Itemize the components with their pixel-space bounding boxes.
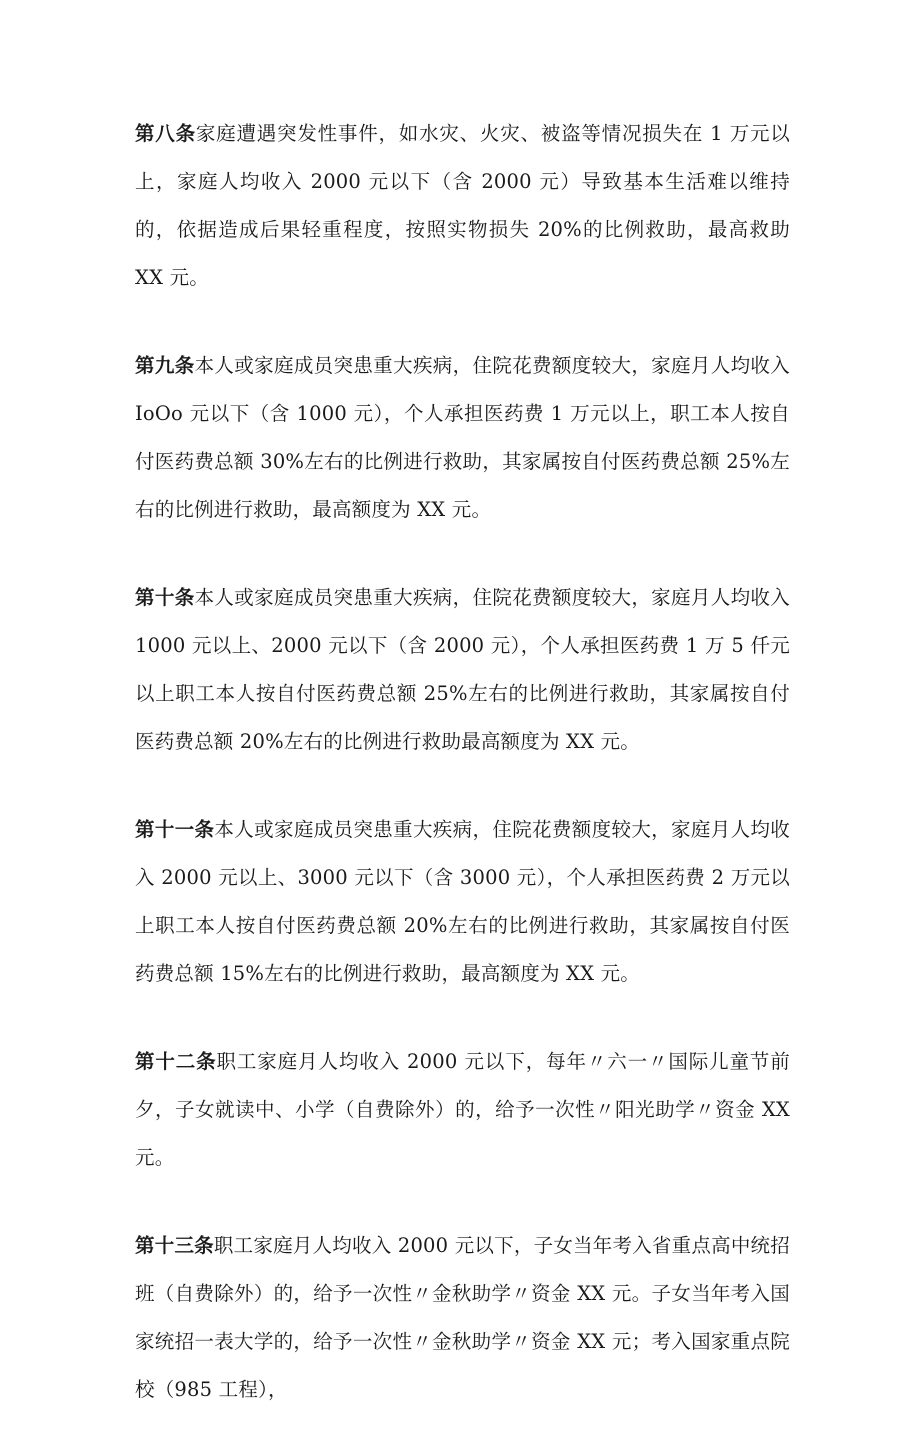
article-9 bbox=[135, 342, 790, 534]
article-heading: 第九条 bbox=[135, 354, 195, 377]
article-heading: 第十三条 bbox=[135, 1234, 214, 1257]
article-heading: 第十一条 bbox=[135, 818, 215, 841]
article-12 bbox=[135, 1038, 790, 1182]
article-text: 本人或家庭成员突患重大疾病，住院花费额度较大，家庭月人均收入 1000 元以上、2000 元以下（含 2000 元），个人承担医药费 1 万 5 仟元以上职工本人按自付医药费总额 25%左右的比例进行救助，其家属按自付医药费总额 20%左右的比例进行救助最高额度为 XX 元。 bbox=[135, 586, 790, 753]
article-11 bbox=[135, 806, 790, 998]
document-body bbox=[135, 110, 790, 1454]
article-13 bbox=[135, 1222, 790, 1414]
article-text: 家庭遭遇突发性事件，如水灾、火灾、被盗等情况损失在 1 万元以上，家庭人均收入 2000 元以下（含 2000 元）导致基本生活难以维持的，依据造成后果轻重程度，按照实物损失 20%的比例救助，最高救助 XX 元。 bbox=[135, 122, 790, 289]
article-text: 本人或家庭成员突患重大疾病，住院花费额度较大，家庭月人均收入 IoOo 元以下（含 1000 元），个人承担医药费 1 万元以上，职工本人按自付医药费总额 30%左右的比例进行救助，其家属按自付医药费总额 25%左右的比例进行救助，最高额度为 XX 元。 bbox=[135, 354, 790, 521]
article-text: 职工家庭月人均收入 2000 元以下，子女当年考入省重点高中统招班（自费除外）的，给予一次性〃金秋助学〃资金 XX 元。子女当年考入国家统招一表大学的，给予一次性〃金秋助学〃资金 XX 元；考入国家重点院校（985 工程）， bbox=[135, 1234, 790, 1401]
article-8 bbox=[135, 110, 790, 302]
article-text: 本人或家庭成员突患重大疾病，住院花费额度较大，家庭月人均收入 2000 元以上、3000 元以下（含 3000 元），个人承担医药费 2 万元以上职工本人按自付医药费总额 20%左右的比例进行救助，其家属按自付医药费总额 15%左右的比例进行救助，最高额度为 XX 元。 bbox=[135, 818, 790, 985]
article-10 bbox=[135, 574, 790, 766]
article-heading: 第十条 bbox=[135, 586, 195, 609]
article-heading: 第十二条 bbox=[135, 1050, 217, 1073]
article-heading: 第八条 bbox=[135, 122, 196, 145]
article-text: 职工家庭月人均收入 2000 元以下，每年〃六一〃国际儿童节前夕，子女就读中、小学（自费除外）的，给予一次性〃阳光助学〃资金 XX 元。 bbox=[135, 1050, 790, 1169]
